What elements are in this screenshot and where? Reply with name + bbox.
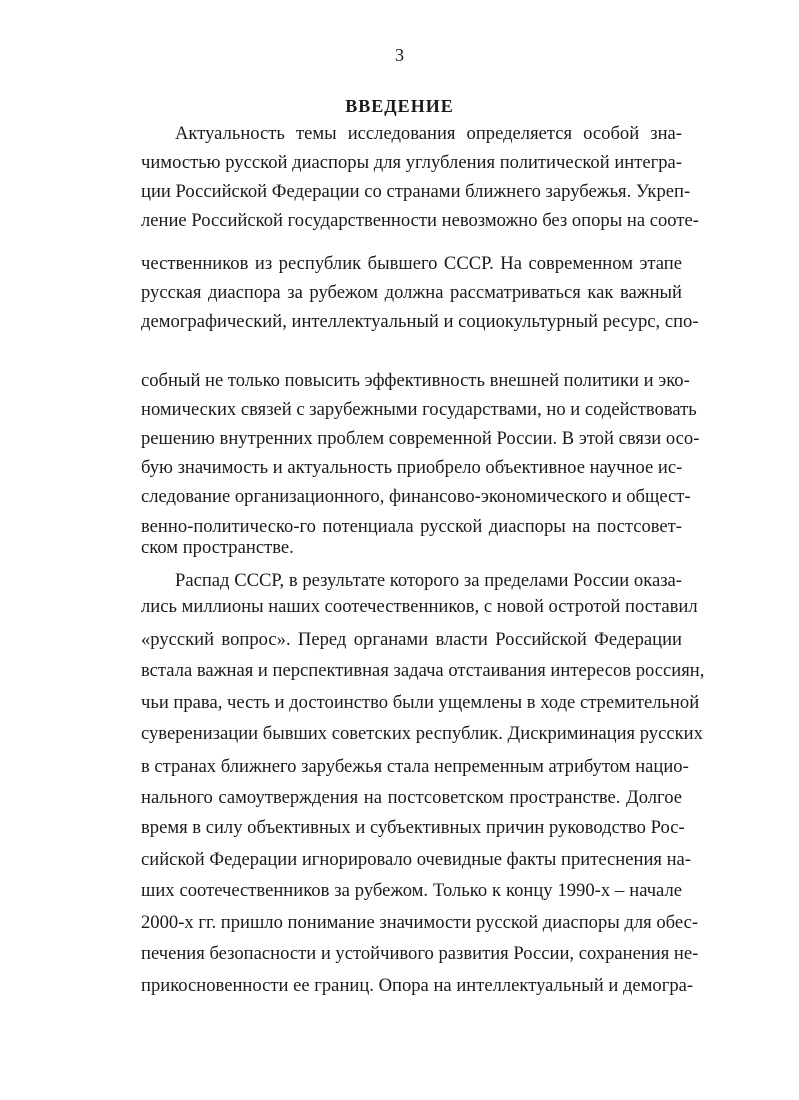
text-line: Распад СССР, в результате которого за пределами России оказа-	[175, 570, 682, 591]
text-line: суверенизации бывших советских республик. Дискриминация русских	[141, 723, 703, 744]
text-line: чимостью русской диаспоры для углубления политической интегра-	[141, 152, 682, 173]
text-line: чественников из республик бывшего СССР. На современном этапе	[141, 253, 682, 274]
text-line: в странах ближнего зарубежья стала непременным атрибутом нацио-	[141, 756, 689, 777]
text-line: ции Российской Федерации со странами ближнего зарубежья. Укреп-	[141, 181, 691, 202]
text-line: ском пространстве.	[141, 537, 294, 558]
text-line: время в силу объективных и субъективных причин руководство Рос-	[141, 817, 685, 838]
text-line: прикосновенности ее границ. Опора на интеллектуальный и демогра-	[141, 975, 694, 996]
text-line: лись миллионы наших соотечественников, с новой остротой поставил	[141, 596, 698, 617]
page-number: 3	[395, 45, 404, 65]
text-line: бую значимость и актуальность приобрело объективное научное ис-	[141, 457, 683, 478]
text-line: нального самоутверждения на постсоветском пространстве. Долгое	[141, 787, 682, 808]
text-line: русская диаспора за рубежом должна рассматриваться как важный	[141, 282, 682, 303]
text-line: ление Российской государственности невозможно без опоры на соотe-	[141, 210, 699, 231]
text-line: сийской Федерации игнорировало очевидные факты притеснения на-	[141, 849, 691, 870]
text-line: следование организационного, финансово-экономического и общест-	[141, 486, 691, 507]
text-line: встала важная и перспективная задача отстаивания интересов россиян,	[141, 660, 705, 681]
text-line: собный не только повысить эффективность внешней политики и эко-	[141, 370, 690, 391]
text-line: ших соотечественников за рубежом. Только к концу 1990-х – начале	[141, 880, 682, 901]
text-line: демографический, интеллектуальный и социокультурный ресурс, спо-	[141, 311, 699, 332]
text-line: «русский вопрос». Перед органами власти Российской Федерации	[141, 629, 682, 650]
text-line: решению внутренних проблем современной России. В этой связи осо-	[141, 428, 700, 449]
text-line: номических связей с зарубежными государствами, но и содействовать	[141, 399, 697, 420]
text-line: 2000-х гг. пришло понимание значимости русской диаспоры для обес-	[141, 912, 699, 933]
text-line: венно-политическо-го потенциала русской диаспоры на постсовет-	[141, 516, 682, 537]
section-heading: ВВЕДЕНИЕ	[345, 96, 454, 116]
text-line: печения безопасности и устойчивого развития России, сохранения не-	[141, 943, 699, 964]
text-line: чьи права, честь и достоинство были ущемлены в ходе стремительной	[141, 692, 700, 713]
text-line: Актуальность темы исследования определяется особой зна-	[175, 123, 682, 144]
